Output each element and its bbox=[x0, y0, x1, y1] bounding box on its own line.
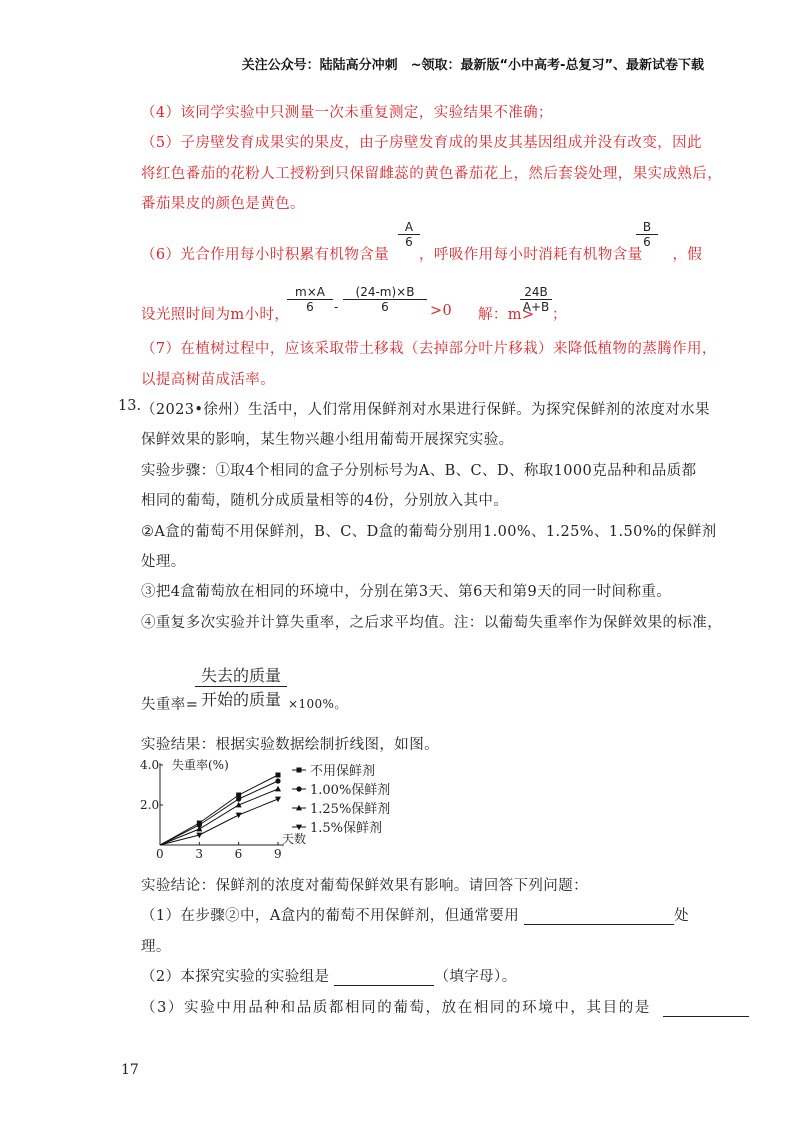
semicolon: ； bbox=[552, 307, 567, 323]
fraction-24m-over-6: (24-m)×B 6 bbox=[343, 285, 427, 314]
formula-prefix: 失重率= bbox=[141, 697, 199, 713]
x-tick-label: 6 bbox=[234, 847, 243, 861]
q13-stem-line2: 保鲜效果的影响，某生物兴趣小组用葡萄开展探究实验。 bbox=[141, 432, 514, 448]
q13-step2-line1: ②A盒的葡萄不用保鲜剂，B、C、D盒的葡萄分别用1.00%、1.25%、1.50%的保鲜剂 bbox=[141, 524, 717, 540]
x-tick-label: 3 bbox=[195, 847, 203, 861]
q13-step4: ④重复多次实验并计算失重率，之后求平均值。注：以葡萄失重率作为保鲜效果的标准， bbox=[141, 615, 723, 631]
y-axis-label: 失重率(%) bbox=[172, 758, 229, 772]
solve-label: 解：m> bbox=[478, 307, 535, 323]
marker-square bbox=[276, 773, 281, 778]
fraction-result: 24B A+B bbox=[520, 285, 552, 314]
series-line bbox=[160, 789, 278, 845]
q13-subquestion-1: （1）在步骤②中，A盒内的葡萄不用保鲜剂，但通常要用 处 bbox=[141, 908, 690, 924]
answer-4: （4）该同学实验中只测量一次未重复测定，实验结果不准确； bbox=[141, 105, 553, 121]
legend-label: 不用保鲜剂 bbox=[310, 764, 376, 779]
answer-7-line2: 以提高树苗成活率。 bbox=[141, 372, 276, 388]
fraction-a-over-6: A 6 bbox=[398, 220, 420, 249]
x-tick-label: 9 bbox=[274, 847, 282, 861]
q13-subquestion-1-line2: 理。 bbox=[141, 939, 171, 955]
fraction-ma-over-6: m×A 6 bbox=[287, 285, 333, 314]
x-axis-label: 天数 bbox=[282, 832, 307, 846]
answer-6-pre: （6）光合作用每小时积累有机物含量 bbox=[141, 247, 390, 263]
weight-loss-line-chart bbox=[120, 755, 540, 865]
legend-label: 1.5%保鲜剂 bbox=[310, 821, 383, 836]
answer-6-mid: ，呼吸作用每小时消耗有机物含量 bbox=[419, 247, 643, 263]
x-tick-label: 0 bbox=[156, 847, 164, 861]
formula-suffix: ×100%。 bbox=[288, 697, 347, 711]
q13-conclusion: 实验结论：保鲜剂的浓度对葡萄保鲜效果有影响。请回答下列问题： bbox=[141, 878, 588, 894]
q13-step1-line2: 相同的葡萄，随机分成质量相等的4份，分别放入其中。 bbox=[141, 493, 509, 509]
q13-stem-line1: （2023•徐州）生活中，人们常用保鲜剂对水果进行保鲜。为探究保鲜剂的浓度对水果 bbox=[141, 402, 710, 418]
q13-step3: ③把4盒葡萄放在相同的环境中，分别在第3天、第6天和第9天的同一时间称重。 bbox=[141, 584, 672, 600]
answer-6-line1 bbox=[141, 243, 702, 264]
q13-step1-line1: 实验步骤：①取4个相同的盒子分别标号为A、B、C、D、称取1000克品种和品质都 bbox=[141, 463, 697, 479]
y-tick-label: 2.0 bbox=[140, 798, 160, 812]
marker-circle bbox=[296, 786, 301, 791]
marker-square bbox=[297, 768, 302, 773]
answer-7-line1: （7）在植树过程中，应该采取带土移栽（去掉部分叶片移栽）来降低植物的蒸腾作用， bbox=[141, 341, 717, 357]
answer-6-line2: 设光照时间为m小时， bbox=[141, 307, 290, 323]
page-number: 17 bbox=[121, 1062, 139, 1078]
legend-label: 1.25%保鲜剂 bbox=[310, 802, 391, 817]
q13-subquestion-2: （2）本探究实验的实验组是 （填字母）。 bbox=[141, 969, 517, 985]
marker-circle bbox=[275, 778, 280, 783]
question-number: 13. bbox=[118, 398, 142, 414]
minus-sign: - bbox=[334, 300, 339, 315]
answer-6-post: ，假 bbox=[672, 247, 703, 263]
marker-circle bbox=[236, 796, 241, 801]
series-line bbox=[160, 775, 278, 845]
answer-5-line2: 将红色番茄的花粉人工授粉到只保留雌蕊的黄色番茄花上，然后套袋处理，果实成熟后， bbox=[141, 166, 723, 182]
marker-triangle-up bbox=[275, 786, 281, 792]
marker-triangle-up bbox=[196, 826, 202, 832]
q13-step2-line2: 处理。 bbox=[141, 554, 186, 570]
y-tick-label: 4.0 bbox=[140, 758, 160, 772]
formula-fraction: 失去的质量 开始的质量 bbox=[195, 663, 287, 710]
q13-result: 实验结果：根据实验数据绘制折线图，如图。 bbox=[141, 737, 439, 753]
marker-triangle-down bbox=[236, 813, 242, 819]
legend-label: 1.00%保鲜剂 bbox=[310, 783, 391, 798]
answer-blank-1[interactable] bbox=[524, 924, 674, 925]
answer-5-line1: （5）子房壁发育成果实的果皮，由子房壁发育成的果皮其基因组成并没有改变，因此 bbox=[141, 135, 702, 151]
greater-than-zero: >0 bbox=[430, 303, 453, 319]
answer-5-line3: 番茄果皮的颜色是黄色。 bbox=[141, 196, 305, 212]
q13-subquestion-3: （3）实验中用品种和品质都相同的葡萄，放在相同的环境中，其目的是 bbox=[141, 996, 749, 1017]
fraction-b-over-6: B 6 bbox=[636, 220, 658, 249]
answer-blank-2[interactable] bbox=[334, 985, 434, 986]
answer-blank-3[interactable] bbox=[663, 1016, 749, 1017]
page-header: 关注公众号：陆陆高分冲刺 ~领取：最新版“小中高考-总复习”、最新试卷下载 bbox=[241, 58, 704, 73]
